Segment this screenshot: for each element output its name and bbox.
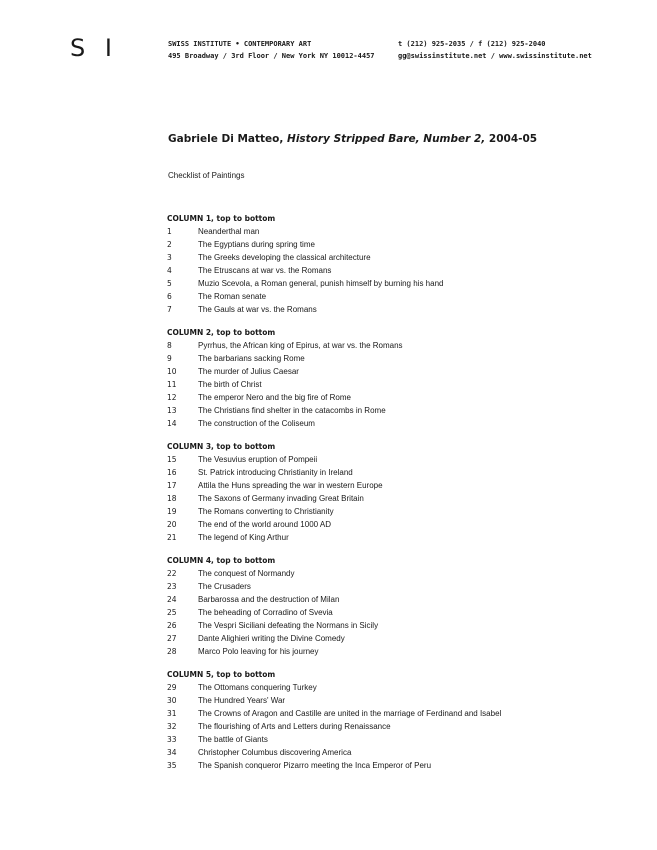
list-item xyxy=(167,505,617,518)
item-title: The Ottomans conquering Turkey xyxy=(198,683,317,692)
checklist-section xyxy=(167,668,617,772)
item-number: 13 xyxy=(167,406,177,415)
item-title: The beheading of Corradino of Svevia xyxy=(198,608,333,617)
item-title: Muzio Scevola, a Roman general, punish himself by burning his hand xyxy=(198,279,444,288)
item-title: Dante Alighieri writing the Divine Comedy xyxy=(198,634,345,643)
checklist-section xyxy=(167,554,617,658)
item-title: The Greeks developing the classical architecture xyxy=(198,253,371,262)
item-number: 32 xyxy=(167,722,177,731)
list-item xyxy=(167,339,617,352)
item-title: The construction of the Coliseum xyxy=(198,419,315,428)
item-title: The birth of Christ xyxy=(198,380,262,389)
list-item xyxy=(167,694,617,707)
item-number: 22 xyxy=(167,569,177,578)
item-title: Attila the Huns spreading the war in western Europe xyxy=(198,481,383,490)
item-title: The Crusaders xyxy=(198,582,251,591)
list-item xyxy=(167,365,617,378)
list-item xyxy=(167,352,617,365)
item-title: The emperor Nero and the big fire of Rome xyxy=(198,393,351,402)
section-heading: COLUMN 1, top to bottom xyxy=(167,214,276,223)
item-number: 20 xyxy=(167,520,177,529)
section-heading: COLUMN 4, top to bottom xyxy=(167,556,276,565)
item-number: 3 xyxy=(167,253,172,262)
item-number: 24 xyxy=(167,595,177,604)
item-title: The Hundred Years' War xyxy=(198,696,286,705)
item-title: The Crowns of Aragon and Castille are united in the marriage of Ferdinand and Isabel xyxy=(198,709,502,718)
list-item xyxy=(167,707,617,720)
list-item xyxy=(167,518,617,531)
item-number: 9 xyxy=(167,354,172,363)
item-number: 34 xyxy=(167,748,177,757)
checklist-section xyxy=(167,326,617,430)
list-item xyxy=(167,225,617,238)
list-item xyxy=(167,632,617,645)
list-item xyxy=(167,733,617,746)
document-title xyxy=(168,133,537,145)
item-title: The Vespri Siciliani defeating the Normans in Sicily xyxy=(198,621,379,630)
checklist-section xyxy=(167,440,617,544)
list-item xyxy=(167,264,617,277)
list-item xyxy=(167,531,617,544)
item-number: 21 xyxy=(167,533,177,542)
phone-fax: t (212) 925-2035 / f (212) 925-2040 xyxy=(398,40,546,48)
list-item xyxy=(167,759,617,772)
item-title: The conquest of Normandy xyxy=(198,569,295,578)
list-item xyxy=(167,580,617,593)
item-number: 18 xyxy=(167,494,177,503)
list-item xyxy=(167,567,617,580)
org-address: 495 Broadway / 3rd Floor / New York NY 10012-4457 xyxy=(168,52,375,60)
item-number: 29 xyxy=(167,683,177,692)
item-title: Marco Polo leaving for his journey xyxy=(198,647,319,656)
item-number: 2 xyxy=(167,240,172,249)
list-item xyxy=(167,492,617,505)
item-number: 23 xyxy=(167,582,177,591)
item-number: 1 xyxy=(167,227,172,236)
item-title: Christopher Columbus discovering America xyxy=(198,748,352,757)
item-number: 15 xyxy=(167,455,177,464)
item-number: 10 xyxy=(167,367,177,376)
item-title: The Saxons of Germany invading Great Britain xyxy=(198,494,364,503)
list-item xyxy=(167,645,617,658)
list-item xyxy=(167,303,617,316)
item-number: 35 xyxy=(167,761,177,770)
email-web: gg@swissinstitute.net / www.swissinstitute.net xyxy=(398,52,592,60)
list-item xyxy=(167,681,617,694)
item-number: 26 xyxy=(167,621,177,630)
item-number: 19 xyxy=(167,507,177,516)
list-item xyxy=(167,404,617,417)
list-item xyxy=(167,593,617,606)
item-number: 8 xyxy=(167,341,172,350)
item-title: The battle of Giants xyxy=(198,735,268,744)
letterhead-logo: S I xyxy=(70,34,118,62)
item-title: The Roman senate xyxy=(198,292,267,301)
item-number: 31 xyxy=(167,709,177,718)
item-number: 5 xyxy=(167,279,172,288)
work-title: History Stripped Bare, Number 2, xyxy=(287,133,486,145)
list-item xyxy=(167,746,617,759)
item-number: 28 xyxy=(167,647,177,656)
item-title: The murder of Julius Caesar xyxy=(198,367,299,376)
item-title: St. Patrick introducing Christianity in Ireland xyxy=(198,468,353,477)
item-number: 7 xyxy=(167,305,172,314)
item-title: The Gauls at war vs. the Romans xyxy=(198,305,317,314)
item-title: The Christians find shelter in the catacombs in Rome xyxy=(198,406,386,415)
section-heading: COLUMN 2, top to bottom xyxy=(167,328,276,337)
list-item xyxy=(167,391,617,404)
checklist-section xyxy=(167,212,617,316)
work-years: 2004-05 xyxy=(485,133,538,145)
item-number: 6 xyxy=(167,292,172,301)
item-number: 27 xyxy=(167,634,177,643)
item-title: The Romans converting to Christianity xyxy=(198,507,334,516)
section-heading: COLUMN 5, top to bottom xyxy=(167,670,276,679)
list-item xyxy=(167,720,617,733)
item-number: 33 xyxy=(167,735,177,744)
list-item xyxy=(167,466,617,479)
item-title: The end of the world around 1000 AD xyxy=(198,520,331,529)
document-subtitle: Checklist of Paintings xyxy=(168,171,245,180)
list-item xyxy=(167,251,617,264)
list-item xyxy=(167,606,617,619)
item-number: 30 xyxy=(167,696,177,705)
item-number: 16 xyxy=(167,468,177,477)
artist-name: Gabriele Di Matteo, xyxy=(168,133,288,145)
item-number: 14 xyxy=(167,419,177,428)
list-item xyxy=(167,378,617,391)
item-title: The flourishing of Arts and Letters during Renaissance xyxy=(198,722,391,731)
item-title: The Spanish conqueror Pizarro meeting the Inca Emperor of Peru xyxy=(198,761,432,770)
list-item xyxy=(167,277,617,290)
list-item xyxy=(167,290,617,303)
item-number: 12 xyxy=(167,393,177,402)
letterhead-contact-block xyxy=(398,38,592,62)
item-title: Pyrrhus, the African king of Epirus, at war vs. the Romans xyxy=(198,341,403,350)
list-item xyxy=(167,619,617,632)
list-item xyxy=(167,238,617,251)
list-item xyxy=(167,417,617,430)
item-number: 4 xyxy=(167,266,172,275)
item-title: The barbarians sacking Rome xyxy=(198,354,305,363)
item-number: 25 xyxy=(167,608,177,617)
item-title: The legend of King Arthur xyxy=(198,533,289,542)
item-title: The Vesuvius eruption of Pompeii xyxy=(198,455,318,464)
item-number: 17 xyxy=(167,481,177,490)
item-title: The Egyptians during spring time xyxy=(198,240,315,249)
item-title: Barbarossa and the destruction of Milan xyxy=(198,595,340,604)
org-name: SWISS INSTITUTE • CONTEMPORARY ART xyxy=(168,40,312,48)
checklist xyxy=(167,212,617,782)
list-item xyxy=(167,453,617,466)
item-title: Neanderthal man xyxy=(198,227,260,236)
item-number: 11 xyxy=(167,380,177,389)
list-item xyxy=(167,479,617,492)
letterhead-address-block xyxy=(168,38,375,62)
section-heading: COLUMN 3, top to bottom xyxy=(167,442,276,451)
item-title: The Etruscans at war vs. the Romans xyxy=(198,266,332,275)
